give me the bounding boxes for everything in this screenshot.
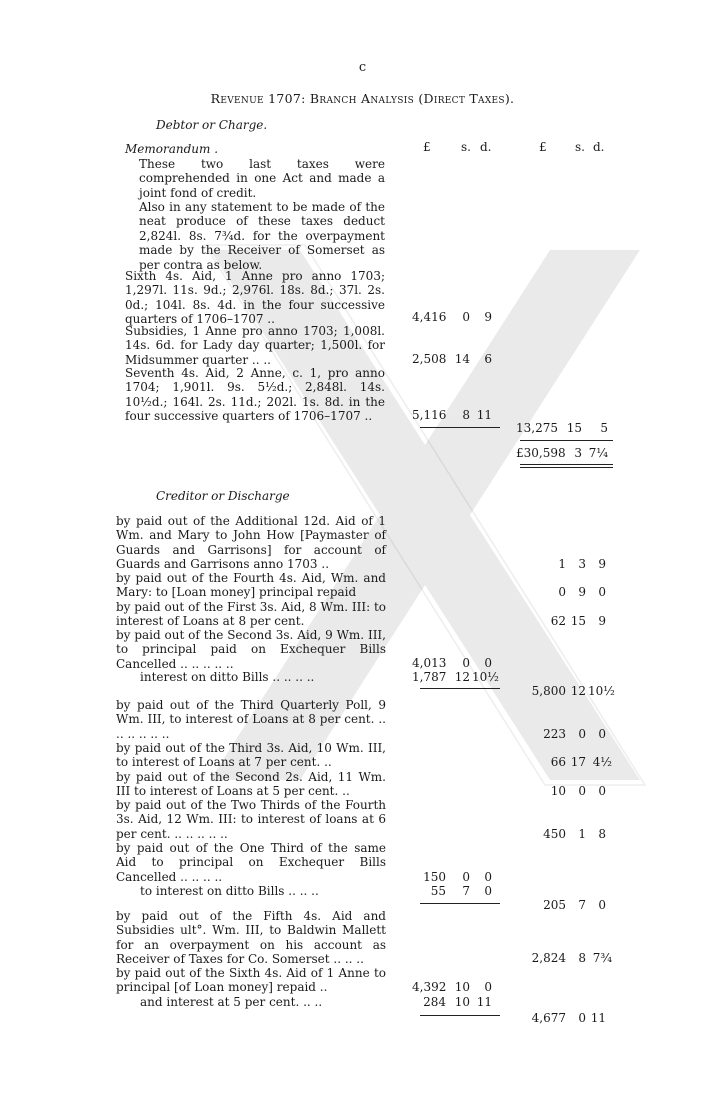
creditor-subamount-4: 4,013 0 0	[412, 656, 492, 670]
debtor-entry-3: Seventh 4s. Aid, 2 Anne, c. 1, pro anno 1704; 1,901l. 9s. 5½d.; 2,848l. 14s. 10½d.; 164l. 2s. 11d.; 202l. 1s. 8d. in the four successive quarters of 1706–1707 ..	[125, 366, 385, 424]
creditor-subamount-5: 1,787 12 10½	[412, 670, 499, 684]
creditor-subamount-14: 284 10 11	[423, 995, 492, 1009]
creditor-entry-12: by paid out of the Fifth 4s. Aid and Subsidies ult°. Wm. III, to Baldwin Mallett for an overpayment on his account as Receiver of Taxes for Co. Somerset .. .. ..	[116, 909, 386, 967]
creditor-amount-8: 10 0 0	[550, 784, 606, 798]
creditor-entry-11: to interest on ditto Bills .. .. ..	[140, 884, 319, 898]
debtor-heading: Debtor or Charge.	[156, 118, 268, 132]
creditor-entry-3: by paid out of the First 3s. Aid, 8 Wm. III: to interest of Loans at 8 per cent.	[116, 600, 386, 629]
creditor-amount-11: 205 7 0	[543, 898, 606, 912]
rule-debtor-double	[520, 464, 613, 468]
rule-creditor-2	[420, 903, 500, 904]
creditor-entry-4: by paid out of the Second 3s. Aid, 9 Wm. III, to principal paid on Exchequer Bills Cancelled .. .. .. .. ..	[116, 628, 386, 671]
debtor-entry-2: Subsidies, 1 Anne pro anno 1703; 1,008l. 14s. 6d. for Lady day quarter; 1,500l. for Midsummer quarter .. ..	[125, 324, 385, 367]
creditor-entry-9: by paid out of the Two Thirds of the Fourth 3s. Aid, 12 Wm. III: to interest of loans at 6 per cent. .. .. .. .. ..	[116, 798, 386, 841]
creditor-amount-14: 4,677 0 11	[531, 1011, 606, 1025]
creditor-subamount-10: 150 0 0	[423, 870, 492, 884]
creditor-heading: Creditor or Discharge	[156, 489, 290, 503]
creditor-entry-5: interest on ditto Bills .. .. .. ..	[140, 670, 315, 684]
rule-creditor-1	[420, 688, 500, 689]
col-header-shillings-2: s.	[575, 140, 585, 154]
creditor-entry-10: by paid out of the One Third of the same Aid to principal on Exchequer Bills Cancelled .. .. .. ..	[116, 841, 386, 884]
debtor-subtotal: 13,275 15 5	[516, 421, 608, 435]
creditor-entry-1: by paid out of the Additional 12d. Aid of 1 Wm. and Mary to John How [Paymaster of Guards and Garrisons] for account of Guards and Garrisons anno 1703 ..	[116, 514, 386, 572]
page-number: c	[358, 60, 367, 75]
memorandum-label: Memorandum .	[125, 142, 219, 156]
rule-debtor-total	[520, 440, 613, 441]
creditor-subamount-11: 55 7 0	[430, 884, 492, 898]
debtor-amount-2: 2,508 14 6	[412, 352, 492, 366]
col-header-pound: £	[423, 140, 431, 154]
rule-debtor-sub	[420, 427, 500, 428]
creditor-amount-1: 1 3 9	[558, 557, 606, 571]
debtor-entry-1: Sixth 4s. Aid, 1 Anne pro anno 1703; 1,297l. 11s. 9d.; 2,976l. 18s. 8d.; 37l. 2s. 0d.; 104l. 8s. 4d. in the four successive quarters of 1706–1707 ..	[125, 269, 385, 327]
creditor-entry-7: by paid out of the Third 3s. Aid, 10 Wm. III, to interest of Loans at 7 per cent. ..	[116, 741, 386, 770]
debtor-total: £30,598 3 7¼	[516, 446, 608, 460]
creditor-entry-14: and interest at 5 per cent. .. ..	[140, 995, 323, 1009]
col-header-pound-2: £	[539, 140, 547, 154]
rule-creditor-3	[420, 1015, 500, 1016]
col-header-pence: d.	[480, 140, 492, 154]
creditor-amount-9: 450 1 8	[543, 827, 606, 841]
creditor-entry-13: by paid out of the Sixth 4s. Aid of 1 Anne to principal [of Loan money] repaid ..	[116, 966, 386, 995]
creditor-amount-7: 66 17 4½	[550, 755, 612, 769]
memo-paragraph-1: These two last taxes were comprehended in one Act and made a joint fond of credit.	[139, 157, 385, 200]
col-header-shillings: s.	[461, 140, 471, 154]
creditor-amount-2: 0 9 0	[558, 585, 606, 599]
page-title: Revenue 1707: Branch Analysis (Direct Taxes).	[210, 91, 515, 106]
creditor-subamount-13: 4,392 10 0	[412, 980, 492, 994]
memo-paragraph-2: Also in any statement to be made of the neat produce of these taxes deduct 2,824l. 8s. 7¾d. for the overpayment made by the Receiver of Somerset as per contra as below.	[139, 200, 385, 272]
creditor-amount-6: 223 0 0	[543, 727, 606, 741]
creditor-amount-12: 2,824 8 7¾	[531, 951, 612, 965]
debtor-amount-3: 5,116 8 11	[412, 408, 492, 422]
debtor-amount-1: 4,416 0 9	[412, 310, 492, 324]
col-header-pence-2: d.	[593, 140, 605, 154]
creditor-amount-5: 5,800 12 10½	[531, 684, 615, 698]
creditor-entry-2: by paid out of the Fourth 4s. Aid, Wm. and Mary: to [Loan money] principal repaid	[116, 571, 386, 600]
creditor-entry-6: by paid out of the Third Quarterly Poll, 9 Wm. III, to interest of Loans at 8 per cent. .. .. .. .. .. ..	[116, 698, 386, 741]
creditor-amount-3: 62 15 9	[550, 614, 606, 628]
creditor-entry-8: by paid out of the Second 2s. Aid, 11 Wm. III to interest of Loans at 5 per cent. ..	[116, 770, 386, 799]
